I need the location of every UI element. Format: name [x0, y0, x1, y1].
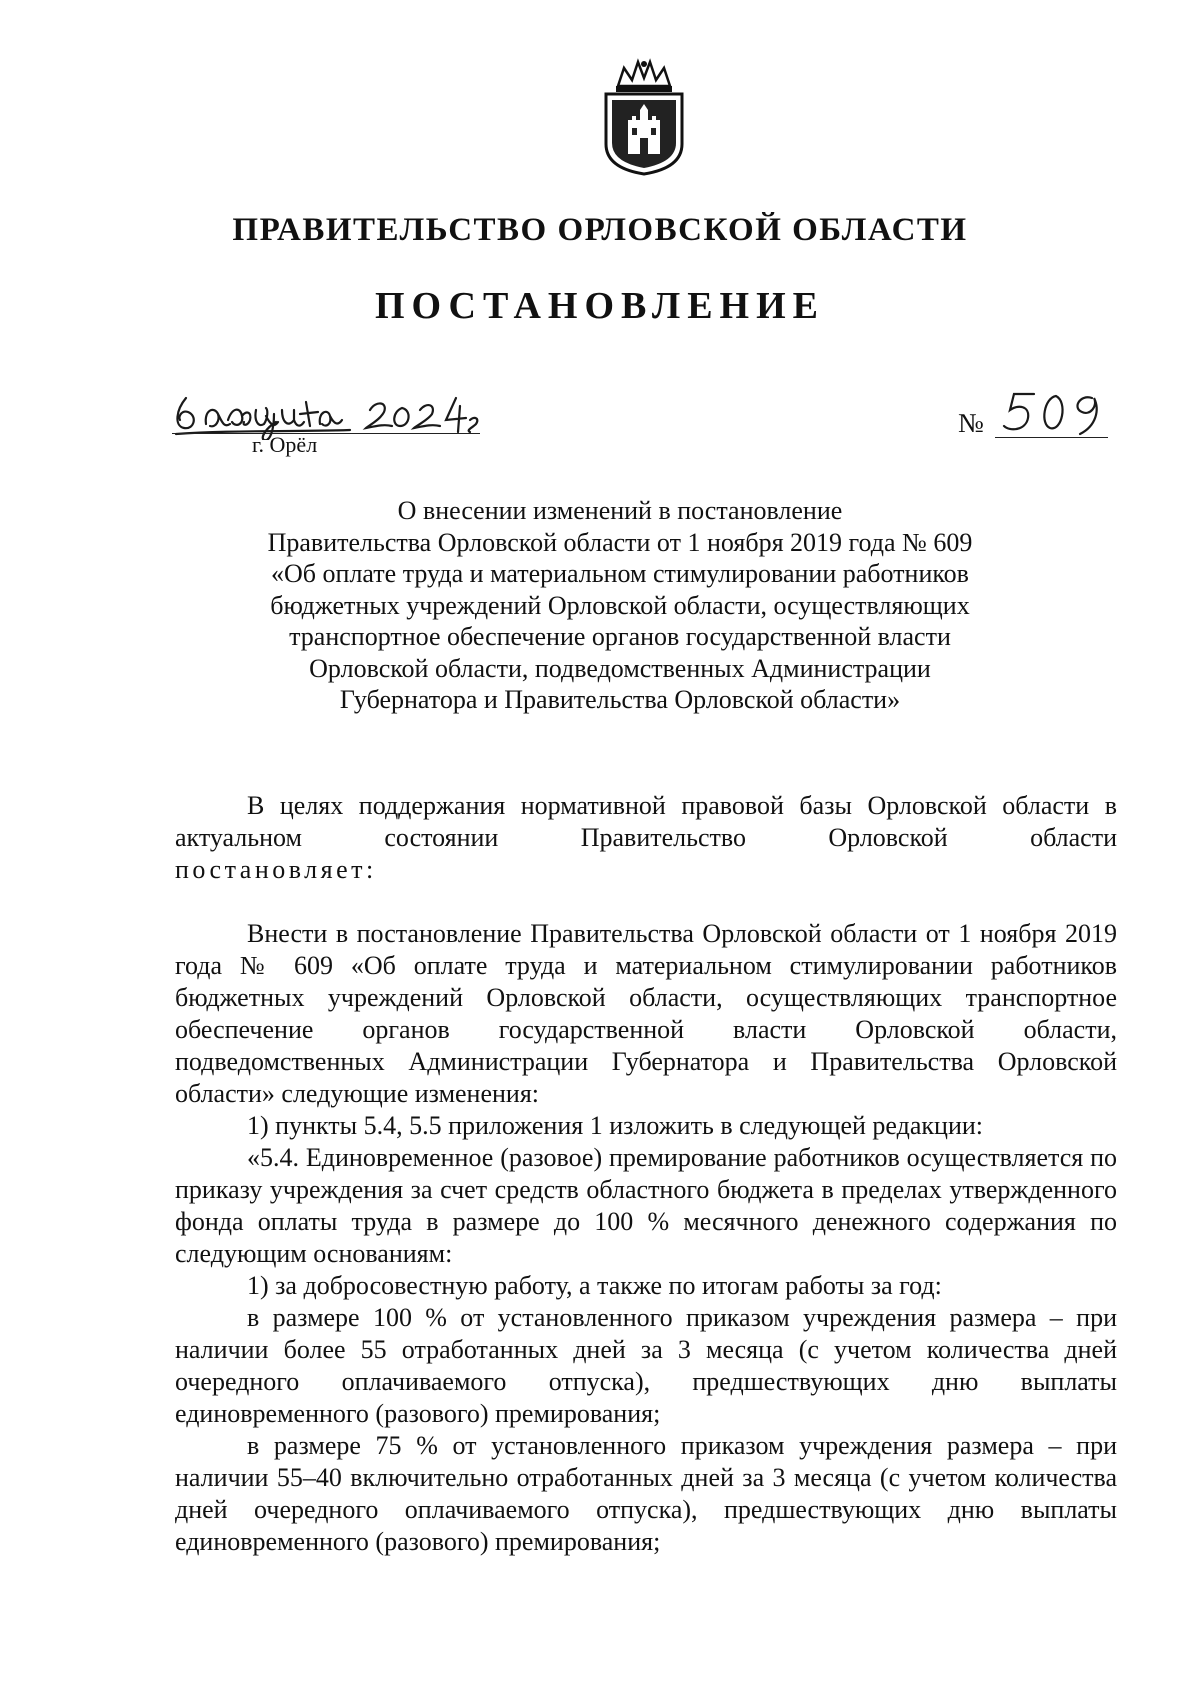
title-line: Правительства Орловской области от 1 ноября 2019 года № 609 [267, 527, 973, 557]
preamble [175, 790, 1117, 886]
preamble-keyword: постановляет: [175, 855, 377, 884]
number-sign: № [958, 408, 984, 438]
title-line: О внесении изменений в постановление [397, 496, 843, 525]
paragraph: Внести в постановление Правительства Орловской области от 1 ноября 2019 года № 609 «Об оплате труда и материальном стимулировании работников бюджетных учреждений Орловской области, осуществляющих транспортное обеспечение органов государственной власти Орловской области, подведомственных Администрации Губернатора и Правительства Орловской области» следующие изменения: [175, 919, 1117, 1108]
handwritten-number [1000, 386, 1110, 442]
preamble-text: В целях поддержания нормативной правовой базы Орловской области в актуальном состоянии Правительство Орловской области [175, 791, 1117, 852]
document-body [175, 918, 1117, 1558]
title-line: «Об оплате труда и материальном стимулировании работников [271, 559, 969, 588]
organization-name: ПРАВИТЕЛЬСТВО ОРЛОВСКОЙ ОБЛАСТИ [232, 212, 968, 248]
document-title [180, 495, 1060, 716]
title-line: бюджетных учреждений Орловской области, осуществляющих [270, 590, 970, 620]
number-underline [995, 437, 1108, 438]
title-line: Орловской области, подведомственных Администрации [309, 653, 931, 683]
paragraph: 1) за добросовестную работу, а также по итогам работы за год: [247, 1271, 942, 1300]
paragraph: в размере 75 % от установленного приказом учреждения размера – при наличии 55–40 включительно отработанных дней за 3 месяца (с учетом количества дней очередного оплачиваемого отпуска), предшествующих дню выплаты единовременного (разового) премирования; [175, 1431, 1117, 1556]
city: г. Орёл [252, 432, 318, 457]
title-line: транспортное обеспечение органов государственной власти [289, 622, 951, 651]
coat-of-arms-icon [598, 58, 690, 176]
paragraph: «5.4. Единовременное (разовое) премирование работников осуществляется по приказу учреждения за счет средств областного бюджета в пределах утвержденного фонда оплаты труда в размере до 100 % месячного денежного содержания по следующим основаниям: [175, 1143, 1117, 1268]
paragraph: в размере 100 % от установленного приказом учреждения размера – при наличии более 55 отработанных дней за 3 месяца (с учетом количества дней очередного оплачиваемого отпуска), предшествующих дню выплаты единовременного (разового) премирования; [175, 1303, 1117, 1428]
title-line: Губернатора и Правительства Орловской области» [339, 685, 901, 714]
paragraph: 1) пункты 5.4, 5.5 приложения 1 изложить в следующей редакции: [247, 1111, 983, 1140]
document-type: ПОСТАНОВЛЕНИЕ [374, 285, 826, 327]
handwritten-date [170, 380, 510, 440]
date-underline [172, 433, 480, 434]
